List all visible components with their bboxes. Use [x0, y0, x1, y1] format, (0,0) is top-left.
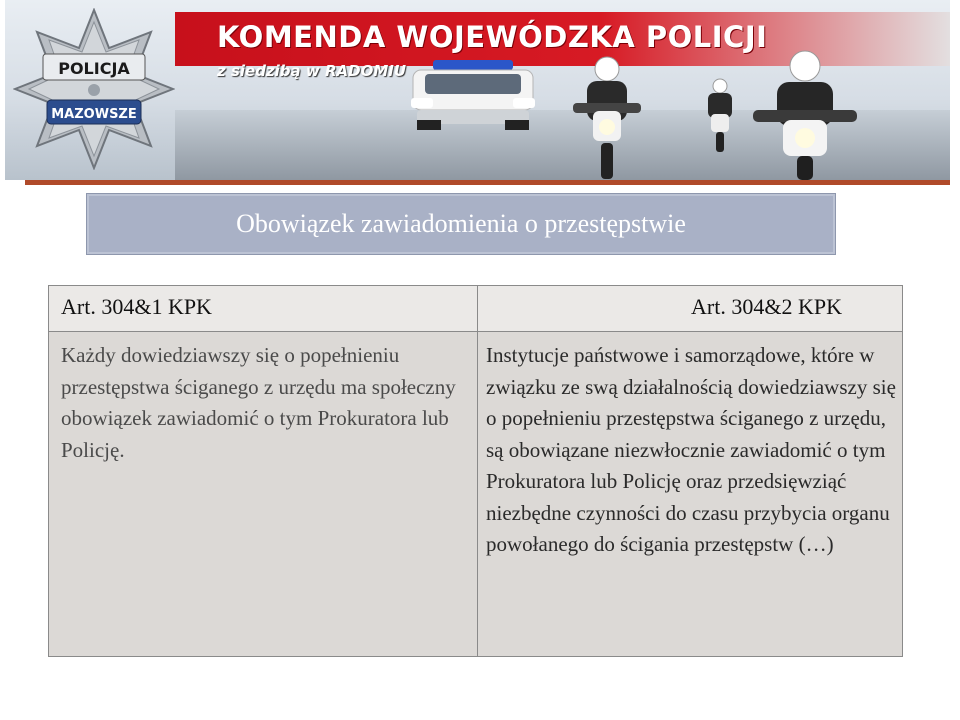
column-divider: [477, 286, 478, 656]
banner-title: KOMENDA WOJEWÓDZKA POLICJI: [217, 20, 768, 54]
right-column-text: Instytucje państwowe i samorządowe, które w związku ze swą działalnością dowiedziawszy się o popełnieniu przestępstwa ściganego z urzędu, są obowiązane niezwłocznie zawiadomić o tym Prokuratora lub Policję oraz przedsięwziąć niezbędne czynności do czasu przybycia organu powołanego do ścigania przestępstw (…): [486, 343, 896, 556]
header-banner: [5, 0, 950, 180]
banner-divider-line: [25, 180, 950, 185]
left-column-text: Każdy dowiedziawszy się o popełnieniu przestępstwa ściganego z urzędu ma społeczny obowiązek zawiadomić o tym Prokuratora lub Policję.: [61, 343, 456, 462]
right-column-header: Art. 304&2 KPK: [691, 294, 842, 319]
banner-subtitle: z siedzibą w RADOMIU: [217, 62, 407, 80]
police-motorcycle-image: [565, 55, 650, 180]
left-column-header: Art. 304&1 KPK: [61, 294, 212, 319]
police-motorcycle-right-image: [745, 48, 865, 180]
slide-title-box: [86, 193, 836, 255]
slide-title: Obowiązek zawiadomienia o przestępstwie: [236, 209, 686, 238]
police-star-badge-icon: [13, 8, 175, 170]
table-header-row: [49, 286, 902, 332]
articles-table: [48, 285, 903, 657]
police-motorcycle-far-image: [695, 78, 745, 153]
badge-top-text: POLICJA: [58, 59, 130, 78]
police-car-image: [403, 60, 543, 130]
badge-bottom-text: MAZOWSZE: [51, 107, 137, 122]
